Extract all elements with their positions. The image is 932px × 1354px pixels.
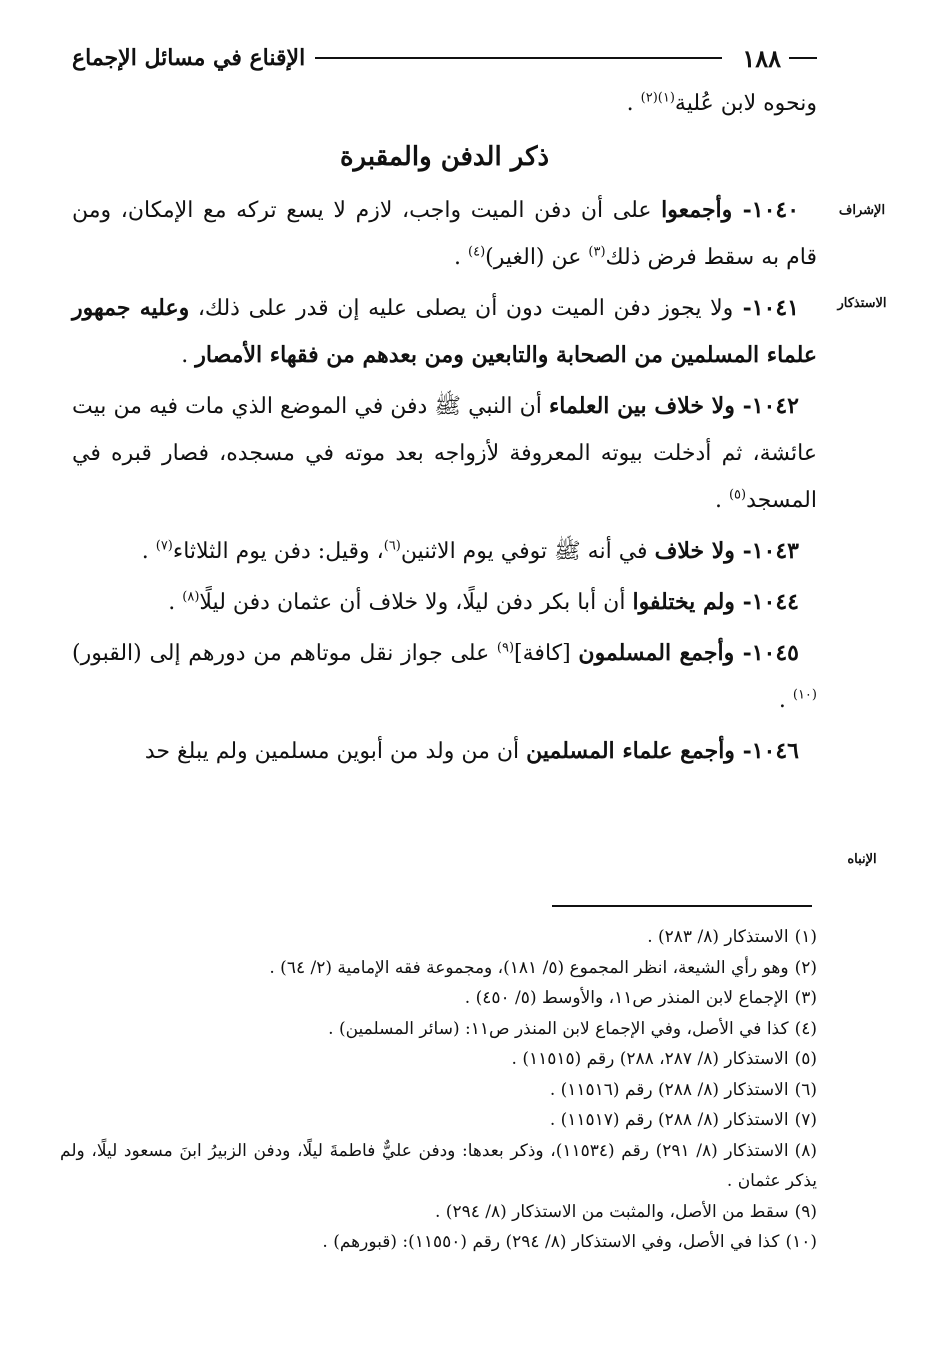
paragraph-1043 [72, 528, 817, 575]
margin-note-inbah: الإنباه [847, 852, 877, 867]
footnote-ref: (١٠) [792, 687, 817, 703]
footnote-ref: (٨) [182, 589, 200, 605]
paragraph-text: [كافة] [514, 641, 579, 666]
footnote-number: (٧) [794, 1110, 817, 1130]
footnote-separator [552, 905, 812, 907]
footnote-ref: (٤) [468, 244, 486, 260]
footnote-text: سقط من الأصل، والمثبت من الاستذكار (٨/ ٢٩٤) . [435, 1201, 789, 1222]
paragraph-lead: ولم يختلفوا [632, 589, 735, 615]
footnote-4 [60, 1014, 817, 1045]
margin-note-ishraf: الإشراف [838, 203, 886, 218]
footnote-text: كذا في الأصل، وفي الإجماع لابن المنذر ص١١: (سائر المسلمين) . [328, 1018, 789, 1039]
footnote-text: الاستذكار (٨/ ٢٨٧، ٢٨٨) رقم (١١٥١٥) . [511, 1049, 789, 1069]
paragraph-1040 [72, 187, 817, 281]
paragraph-text: ، وقيل: دفن يوم الثلاثاء [172, 539, 384, 564]
footnote-text: الاستذكار (٨/ ٢٨٨) رقم (١١٥١٦) . [549, 1079, 789, 1100]
header-dash [789, 57, 817, 59]
paragraph-1046 [72, 728, 817, 775]
footnote-ref: (٣) [588, 244, 606, 260]
footnote-text: كذا في الأصل، وفي الاستذكار (٨/ ٢٩٤) رقم (١١٥٥٠): (قبورهم) . [322, 1232, 780, 1252]
footnote-text: الإجماع لابن المنذر ص١١، والأوسط (٥/ ٤٥٠) . [464, 988, 789, 1008]
paragraph-text: أن من ولد من أبوين مسلمين ولم يبلغ حد [144, 739, 527, 764]
footnote-ref: (٧) [155, 538, 173, 554]
footnote-10 [60, 1227, 817, 1258]
paragraph-number: ١٠٤٥- [734, 640, 799, 666]
footnote-number: (٤) [794, 1018, 817, 1039]
footnote-number: (٩) [794, 1201, 817, 1222]
footnote-number: (٣) [794, 988, 817, 1008]
paragraph-1041 [72, 285, 817, 379]
paragraph-text: عن (الغير) [485, 245, 589, 270]
footnotes [60, 922, 817, 1258]
footnote-2 [60, 953, 817, 984]
footnote-number: (٦) [794, 1079, 817, 1100]
intro-line [72, 80, 817, 127]
footnote-number: (٨) [794, 1140, 817, 1161]
footnote-number: (١٠) [785, 1232, 817, 1252]
paragraph-text: أن أبا بكر دفن ليلًا، ولا خلاف أن عثمان دفن ليلًا [199, 590, 633, 615]
paragraph-text: على أن دفن الميت واجب، لازم لا يسع تركه مع الإمكان، ومن قام به سقط فرض ذلك [72, 198, 817, 270]
header-rule [315, 57, 722, 59]
paragraph-text: . [168, 590, 183, 615]
paragraph-text: على جواز نقل موتاهم من دورهم إلى (القبور) [72, 641, 497, 666]
intro-end: . [626, 91, 641, 116]
paragraph-1045 [72, 630, 817, 724]
paragraph-bold-text: وعليه جمهور علماء المسلمين من الصحابة والتابعين ومن بعدهم من فقهاء الأمصار [72, 295, 817, 368]
footnote-text: الاستذكار (٨/ ٢٨٣) . [647, 927, 789, 947]
intro-text: ونحوه لابن عُلية [674, 91, 817, 116]
footnote-text: الاستذكار (٨/ ٢٩١) رقم (١١٥٣٤)، وذكر بعدها: ودفن عليٌّ فاطمةَ ليلًا، ودفن الزبيرُ ابنَ مسعود ليلًا، ولم يذكر عثمان . [60, 1140, 817, 1191]
paragraph-lead: وأجمع المسلمون [578, 640, 735, 666]
footnote-ref: (٦) [383, 538, 401, 554]
paragraph-lead: وأجمعوا [661, 197, 733, 223]
paragraph-text: . [454, 245, 468, 270]
section-title: ذكر الدفن والمقبرة [339, 142, 550, 172]
footnote-8 [60, 1136, 817, 1197]
footnote-7 [60, 1105, 817, 1136]
footnote-number: (١) [794, 927, 817, 947]
paragraph-lead: ولا خلاف [654, 538, 735, 564]
paragraph-text: . [778, 688, 793, 713]
paragraph-lead: وأجمع علماء المسلمين [526, 738, 735, 764]
footnote-text: وهو رأي الشيعة، انظر المجموع (٥/ ١٨١)، ومجموعة فقه الإمامية (٢/ ٦٤) . [269, 957, 789, 978]
main-text [72, 80, 817, 775]
paragraph-text: . [181, 343, 196, 368]
margin-note-istidhkar: الاستذكار [837, 296, 887, 311]
footnote-1 [60, 922, 817, 953]
running-title: الإقناع في مسائل الإجماع [72, 45, 306, 71]
footnote-number: (٢) [794, 957, 817, 978]
footnote-3 [60, 983, 817, 1014]
footnote-9 [60, 1197, 817, 1228]
paragraph-number: ١٠٤١- [733, 295, 799, 321]
page-number: ١٨٨ [742, 43, 781, 73]
paragraph-text: أن النبي ﷺ دفن في الموضع الذي مات فيه من بيت عائشة، ثم أدخلت بيوته المعروفة لأزواجه بعد موته في مسجده، فصار قبره في المسجد [72, 394, 817, 513]
footnote-ref: (٥) [728, 487, 747, 503]
paragraph-number: ١٠٤٤- [734, 589, 799, 615]
paragraph-text: ولا يجوز دفن الميت دون أن يصلى عليه إن قدر على ذلك، [189, 296, 734, 321]
footnote-number: (٥) [794, 1049, 817, 1069]
footnote-5 [60, 1044, 817, 1075]
paragraph-text: . [714, 488, 729, 513]
footnote-ref: (١)(٢) [640, 90, 675, 106]
footnote-ref: (٩) [496, 640, 515, 656]
paragraph-lead: ولا خلاف بين العلماء [548, 393, 735, 419]
paragraph-number: ١٠٤٣- [734, 538, 799, 564]
paragraph-number: ١٠٤٢- [734, 393, 799, 419]
paragraph-1042 [72, 383, 817, 524]
paragraph-number: ١٠٤٦- [734, 738, 799, 764]
paragraph-1044 [72, 579, 817, 626]
footnote-text: الاستذكار (٨/ ٢٨٨) رقم (١١٥١٧) . [549, 1110, 789, 1130]
running-header [72, 38, 817, 78]
paragraph-text: في أنه ﷺ توفي يوم الاثنين [400, 539, 655, 564]
paragraph-text: . [141, 539, 156, 564]
paragraph-number: ١٠٤٠- [732, 197, 800, 223]
footnote-6 [60, 1075, 817, 1106]
